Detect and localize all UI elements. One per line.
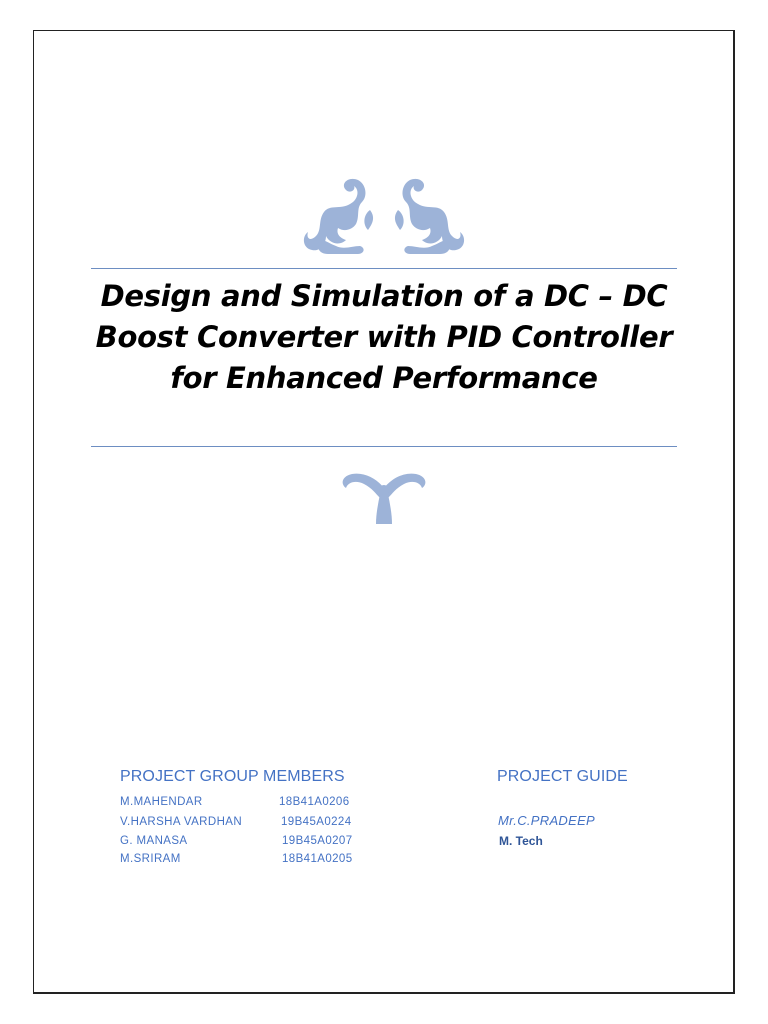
- guide-degree: M. Tech: [499, 834, 543, 848]
- member-row: [120, 796, 420, 814]
- member-name: M.MAHENDAR: [120, 796, 203, 808]
- member-roll-number: 19B45A0207: [282, 835, 353, 847]
- member-roll-number: 18B41A0205: [282, 853, 353, 865]
- member-row: [120, 835, 420, 853]
- member-roll-number: 19B45A0224: [281, 816, 352, 828]
- members-heading: PROJECT GROUP MEMBERS: [120, 768, 345, 785]
- ornament-flourish-top: [300, 174, 468, 260]
- member-row: [120, 816, 420, 834]
- guide-heading: PROJECT GUIDE: [497, 768, 628, 785]
- ornament-fleuron-bottom: [336, 470, 432, 530]
- guide-name: Mr.C.PRADEEP: [498, 813, 596, 828]
- title-rule-top: [91, 268, 677, 269]
- document-title: Design and Simulation of a DC – DC Boost Converter with PID Controller for Enhanced Performance: [95, 279, 673, 395]
- member-roll-number: 18B41A0206: [279, 796, 350, 808]
- member-name: V.HARSHA VARDHAN: [120, 816, 243, 828]
- member-row: [120, 853, 420, 871]
- member-name: G. MANASA: [120, 835, 188, 847]
- title-rule-bottom: [91, 446, 677, 447]
- member-name: M.SRIRAM: [120, 853, 181, 865]
